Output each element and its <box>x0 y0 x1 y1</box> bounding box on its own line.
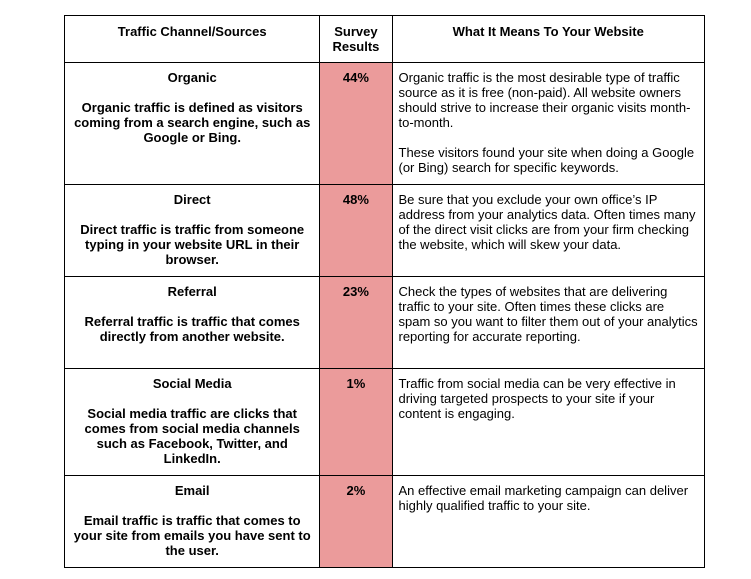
channel-description: Social media traffic are clicks that comes from social media channels such as Facebook, Twitter, and LinkedIn. <box>84 406 300 466</box>
meaning-cell <box>392 476 705 568</box>
header-meaning-label: What It Means To Your Website <box>452 24 644 39</box>
meaning-text: Organic traffic is the most desirable type of traffic source as it is free (non-paid). All website owners should strive to increase their organic visits month-to-month. <box>398 70 691 130</box>
result-cell <box>320 476 392 568</box>
header-meaning <box>392 16 705 63</box>
result-cell <box>320 185 392 277</box>
channel-description: Organic traffic is defined as visitors coming from a search engine, such as Google or Bing. <box>74 100 311 145</box>
meaning-text: Traffic from social media can be very effective in driving targeted prospects to your site if your content is engaging. <box>398 376 676 421</box>
result-cell <box>320 369 392 476</box>
header-row <box>65 16 705 63</box>
result-value: 48% <box>342 192 369 207</box>
channel-cell <box>65 476 320 568</box>
channel-name: Social Media <box>152 376 232 391</box>
channel-name: Referral <box>167 284 217 299</box>
header-results <box>320 16 392 63</box>
result-cell <box>320 63 392 185</box>
meaning-cell <box>392 185 705 277</box>
header-results-line1: Survey <box>334 24 378 39</box>
channel-description: Referral traffic is traffic that comes directly from another website. <box>84 314 300 344</box>
meaning-text: An effective email marketing campaign can deliver highly qualified traffic to your site. <box>398 483 689 513</box>
channel-cell <box>65 185 320 277</box>
meaning-cell <box>392 277 705 369</box>
result-value: 1% <box>346 376 366 391</box>
channel-cell <box>65 369 320 476</box>
channel-description: Direct traffic is traffic from someone typing in your website URL in their browser. <box>80 222 305 267</box>
channel-name: Organic <box>167 70 217 85</box>
channel-description: Email traffic is traffic that comes to your site from emails you have sent to the user. <box>73 513 311 558</box>
header-channel-label: Traffic Channel/Sources <box>117 24 267 39</box>
header-results-line2: Results <box>332 39 380 54</box>
channel-name: Direct <box>173 192 211 207</box>
header-results-label <box>320 16 391 54</box>
header-channel <box>65 16 320 63</box>
result-cell <box>320 277 392 369</box>
result-value: 2% <box>346 483 366 498</box>
traffic-sources-table <box>64 15 705 568</box>
channel-name: Email <box>174 483 210 498</box>
result-value: 44% <box>342 70 369 85</box>
meaning-text: Check the types of websites that are delivering traffic to your site. Often times these clicks are spam so you want to filter them out of your analytics reporting for accurate reporting. <box>398 284 698 344</box>
result-value: 23% <box>342 284 369 299</box>
channel-cell <box>65 63 320 185</box>
table-row <box>65 369 705 476</box>
table-row <box>65 476 705 568</box>
meaning-text: These visitors found your site when doing a Google (or Bing) search for specific keywords. <box>398 145 695 175</box>
table-row <box>65 185 705 277</box>
meaning-cell <box>392 63 705 185</box>
meaning-cell <box>392 369 705 476</box>
meaning-text: Be sure that you exclude your own office’s IP address from your analytics data. Often times many of the direct visit clicks are from your firm checking the website, which will skew your data. <box>398 192 696 252</box>
channel-cell <box>65 277 320 369</box>
table-row <box>65 63 705 185</box>
table-row <box>65 277 705 369</box>
